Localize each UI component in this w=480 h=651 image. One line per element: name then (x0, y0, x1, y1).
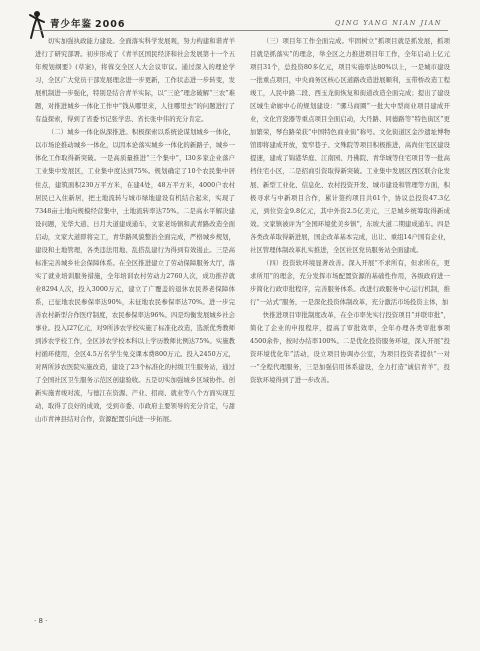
page-number: · 8 · (34, 617, 48, 625)
paragraph: （四）投资软环境显著改善。深入开展“不求所有，但求所在，更求所用”的理念，充分发挥市场配置资源的基础性作用，各级政府进一步简化行政审批程序，完善服务体系。改进行政服务中心运行机制，推行“一站式”服务，一是深化投资体制改革，充分激活市场投资主体，加 (250, 258, 450, 306)
paragraph: （二）城乡一体化纵深推进。积极探索以系统论谋划城乡一体化，以市场论推动城乡一体化，以因本论落实城乡一体化的新路子，城乡一体化工作取得新突破。一是高质量推进“三个集中”，l30多家企业落户工业集中发展区，工业集中度达到75%。规划确定了10个农民集中居住点，建筑面积230万平方米，在建4处，48万平方米，4000户农村居民已入住新居，把土地流转与城市绿地建设有机结合起来，实现了7348亩土地向规模经营集中，土地流转率达75%。二是高水平解决建设问题，光华大道、日月大道建成通车，文家老场镇和武青路改造全面启动，文家大道即将完工，青华路风貌整治全面完成，严格城乡规划，建设和土地管理，各类违法用地、乱搭乱建行为得到有效遏止。三是高标准完善城乡社会保障体系。在全区推进建立了劳动保障服务大厅，落实了就业培训服务措施，全年培训农村劳动力2760人次，成功推荐就业8294人次，投入3000万元，建立了广覆盖的退休农民养老保障体系，已征地农民参保率达90%，未征地农民参保率达70%。进一步完善农村新型合作医疗制度，农民参保率达96%。四是均衡发展城乡社会事业。投入l27亿元，对9所涉农学校实施了标准化改造，选派优秀教师到涉农学校工作，全区涉农学校本科以上学历教师比例达75%。实施教村循环使用，全区4.5万名学生免交课本费800万元。投入2450万元，对两所涉农医院实施改造，建设了23个标准化的村级卫生服务站，通过了全国社区卫生服务示范区创建验收。五是切实加强城乡区域协作。创新实施青竣对流，与德江在资源、产业、招商、就业等八个方面实现互动，取得了良好的成效，受到市委、市政府主要领导的充分肯定，与甜山市青神县结对合作，资源配置引向进一步拓展。 (35, 128, 235, 424)
brand-year: 2006 (95, 19, 126, 30)
left-column (35, 35, 235, 426)
right-column (250, 35, 450, 387)
paragraph: 切实加强执政能力建设。全面落实科学发展观，努力构建和谐青羊进行了研究部署。初步形成了《青羊区国民经济和社会发展第十一个五年规划纲要》(草案)，将蓉交全区人大会议审议。通过深入的理论学习，全区广大党员干部发展理念进一步更新，工作状态进一步转变，发展机制进一步强化，特别是结合青羊实际，以“三论”理念破解“三农”难题，对推进城乡一体化工作中“钱从哪里来，人往哪里去”的问题进行了有益探索，得到了省委书记张学忠、省长张中伟的充分肯定。 (35, 37, 235, 124)
header-rule (34, 30, 448, 31)
paragraph: （三）项目年工作全面完成。牢固树立“抓项目就是抓发展，抓项目就是抓落实”的理念，举全区之力推进项目年工作，全年启动上亿元项目31个，总投资80多亿元，项目实施率达80%以上，一是城市建设一批重点项目，中央商务区核心区道路改造进展顺利，玉带桥改造工程竣工，人民中路二段、西玉龙街恢复和街道改造全面完成；提出了建设区城生命廊中心的规划建设：“骡马商圈”一批大中型商业项目建成开业，文化宫瓷器等重点项目全面启动，大丹路、同德路等“特色街区”更加繁荣，琴台路荣获“中国特色商业街”称号。文化街道区金沙遗址博物馆即将建成开放，宽窄巷子、文殊院等项目积极推进，高尚住宅区建设提速，建成了锦港华庭、江南园、丹佛院、青华城等住宅项目等一批高档住宅小区，二是招商引资取得新突破。工业集中发展区西区联合化发展、新型工业化、信息化、农村投资开发、城市建设和管理等方面，积极寻求与中新项目合作，累计签约项目共61个，协议总投资47.3亿元，到位资金9.8亿元，其中外资2.5亿美元，三是城乡统筹取得新成效。文家镇被评为“全国环境优美乡镇”，东坡大道二期建成通车。四是各类改革取得新进展，国企改革基本完成，出让、重组14户国有企业，社区管理体制改革扎实推进，全区社区党员服务站全面建成。 (250, 37, 450, 254)
running-head: QING YANG NIAN JIAN (334, 19, 442, 27)
page-header (0, 0, 480, 40)
brand-title (50, 16, 125, 30)
paragraph: 快推进项目审批制度改革，在全市率先实行投资项目“并联审批”，简化了企业的申报程序，提高了审批效率，全年办理各类审批事项4500余件，按时办结率100%。二是优化投资服务环境，深入开展“投资环境优化年”活动，设立项目协调办公室，为项目投资者提供“一对一”全程代理服务，三是加强信用体系建设，全力打造“诚信青羊”，投资软环境得到了进一步改善。 (250, 310, 450, 385)
brand-name: 青少年鉴 (50, 19, 93, 30)
